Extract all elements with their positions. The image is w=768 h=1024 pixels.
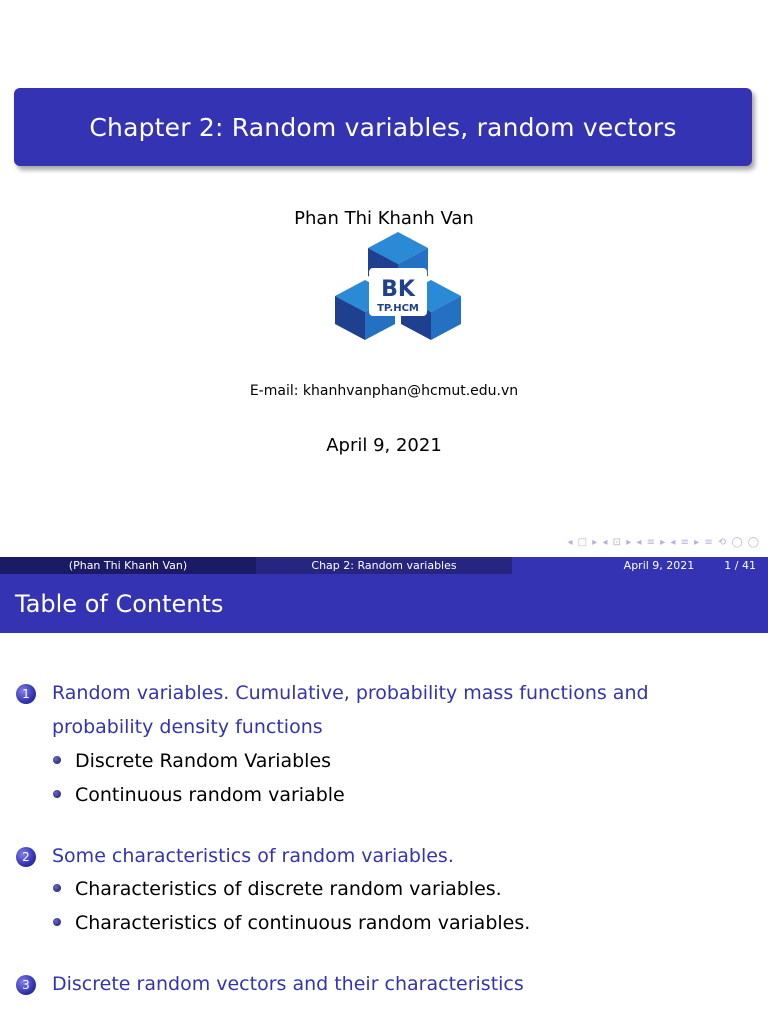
title-banner bbox=[14, 88, 752, 166]
university-logo bbox=[333, 230, 463, 348]
section-number-badge: 2 bbox=[16, 847, 36, 867]
subsection-label: Characteristics of discrete random variables. bbox=[75, 878, 502, 900]
author-email: E-mail: khanhvanphan@hcmut.edu.vn bbox=[249, 383, 519, 399]
toc-title: Table of Contents bbox=[15, 589, 224, 618]
footer-date-page bbox=[512, 557, 768, 574]
author-name: Phan Thi Khanh Van bbox=[294, 208, 474, 229]
beamer-navigation-icons[interactable]: ◂ □ ▸ ◂ ⊡ ▸ ◂ ≡ ▸ ◂ ≡ ▸ ≡ ⟲ ◯ ◯ bbox=[567, 537, 760, 548]
toc-subsection[interactable] bbox=[53, 906, 530, 940]
toc-section-3[interactable] bbox=[16, 967, 692, 1001]
table-of-contents bbox=[0, 633, 768, 1024]
slide-footer bbox=[0, 557, 768, 574]
bullet-icon bbox=[53, 918, 61, 926]
subsection-label: Continuous random variable bbox=[75, 784, 345, 806]
toc-section-2[interactable] bbox=[16, 839, 692, 873]
bullet-icon bbox=[53, 756, 61, 764]
subsection-label: Characteristics of continuous random variables. bbox=[75, 912, 531, 934]
footer-title: Chap 2: Random variables bbox=[256, 557, 512, 574]
toc-subsection[interactable] bbox=[53, 744, 331, 778]
footer-date: April 9, 2021 bbox=[623, 559, 695, 572]
toc-subsection[interactable] bbox=[53, 778, 345, 812]
bullet-icon bbox=[53, 884, 61, 892]
logo-text-sub: TP.HCM bbox=[377, 303, 419, 314]
section-label: Discrete random vectors and their characteristics bbox=[52, 973, 524, 995]
section-number-badge: 3 bbox=[16, 975, 36, 995]
subsection-label: Discrete Random Variables bbox=[75, 750, 332, 772]
toc-section-1[interactable] bbox=[16, 676, 692, 744]
section-label: Some characteristics of random variables. bbox=[52, 845, 454, 867]
toc-subsection[interactable] bbox=[53, 872, 502, 906]
toc-header bbox=[0, 574, 768, 633]
logo-text-main: BK bbox=[381, 277, 415, 302]
presentation-date: April 9, 2021 bbox=[326, 435, 442, 456]
section-label: Random variables. Cumulative, probability mass functions and probability density functions bbox=[52, 682, 649, 738]
section-number-badge: 1 bbox=[16, 684, 36, 704]
bullet-icon bbox=[53, 790, 61, 798]
slide-title: Chapter 2: Random variables, random vectors bbox=[89, 112, 677, 142]
footer-author: (Phan Thi Khanh Van) bbox=[0, 557, 256, 574]
footer-page-number: 1 / 41 bbox=[724, 559, 756, 572]
